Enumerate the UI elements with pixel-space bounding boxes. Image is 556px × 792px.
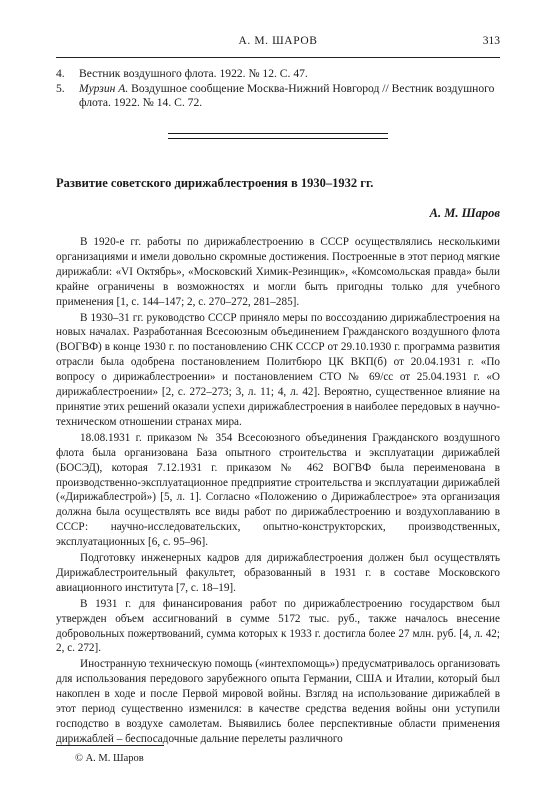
article-author: А. М. Шаров: [429, 206, 500, 220]
paragraph: В 1920-е гг. работы по дирижаблестроению в СССР осуществлялись несколькими организациями и имели довольно скромные достижения. Построенные в этот период мягкие дирижабли: «VI Октябрь», «Московский Химик-Резинщик», «Комсомольская правда» были крайне ограничены в возможностях и могли быть пригодны только для учебного применения [1, с. 144–147; 2, с. 270–272, 281–285].: [56, 236, 500, 308]
article-title: Развитие советского дирижаблестроения в 1930–1932 гг.: [56, 176, 374, 190]
running-head-author: А. М. ШАРОВ: [238, 35, 318, 47]
footnote-rule: [56, 745, 164, 746]
paragraph: В 1930–31 гг. руководство СССР приняло меры по воссозданию дирижаблестроения на новых началах. Разработанная Всесоюзным объединением Гражданского воздушного флота (ВОГВФ) в конце 1930 г. по постановлению СНК СССР от 29.10.1930 г. программа развития отрасли была одобрена постановлением Политбюро ЦК ВКП(б) от 20.04.1931 г. «По вопросу о дирижаблестроении» и постановлением СТО № 69/сс от 25.04.1931 г. «О дирижаблестроении» [2, с. 272–273; 3, л. 11; 4, л. 42]. Вероятно, существенное влияние на принятие этих решений оказали успехи дирижаблестроения в наиболее передовых в научно-техническом отношении странах мира.: [56, 311, 500, 428]
copyright-footnote: © А. М. Шаров: [75, 753, 144, 764]
header-rule: [56, 57, 500, 58]
running-head: [56, 32, 500, 52]
page-number: 313: [482, 35, 500, 47]
paragraph: Иностранную техническую помощь («интехпомощь») предусматривалось организовать для использования передового зарубежного опыта Германии, США и Италии, который был накоплен в ходе и после Первой мировой войны. Взгляд на использование дирижаблей в этот период существенно изменился: в качестве средства ведения войны они уступили господство в воздухе самолетам. Выявились более перспективные области применения дирижаблей – беспосадочные дальние перелеты различного: [56, 658, 500, 745]
article-body: [56, 235, 500, 748]
reference-author: Мурзин А.: [79, 81, 129, 95]
reference-text: Воздушное сообщение Москва-Нижний Новгород // Вестник воздушного флота. 1922. № 14. С. 72.: [79, 81, 495, 109]
reference-list: [56, 67, 500, 111]
reference-item: [56, 67, 500, 82]
reference-item: [56, 82, 500, 111]
reference-number: 4.: [56, 67, 65, 80]
reference-number: 5.: [56, 81, 65, 95]
paragraph: Подготовку инженерных кадров для дирижаблестроения должен был осуществлять Дирижаблестроительный факультет, образованный в 1931 г. в составе Московского авиационного института [7, с. 18–19].: [56, 552, 500, 594]
section-separator: [168, 133, 388, 139]
reference-text: Вестник воздушного флота. 1922. № 12. С. 47.: [79, 67, 308, 80]
paragraph: В 1931 г. для финансирования работ по дирижаблестроению государством был утвержден объем ассигнований в сумме 5172 тыс. руб., также началось внесение добровольных пожертвований, сумма которых к 1933 г. достигла более 27 млн. руб. [4, л. 42; 2, с. 272].: [56, 597, 500, 655]
paragraph: 18.08.1931 г. приказом № 354 Всесоюзного объединения Гражданского воздушного флота была организована База опытного строительства и эксплуатации дирижаблей (БОСЭД), которая 7.12.1931 г. приказом № 462 ВОГВФ была переименована в производственно-эксплуатационное предприятие строительства и эксплуатации дирижаблей («Дирижаблестрой») [5, л. 1]. Согласно «Положению о Дирижаблестрое» эта организация должна была осуществлять все виды работ по дирижаблестроению и воздухоплаванию в СССР: научно-исследовательских, опытно-конструкторских, производственных, эксплуатационных [6, с. 95–96].: [56, 431, 500, 549]
